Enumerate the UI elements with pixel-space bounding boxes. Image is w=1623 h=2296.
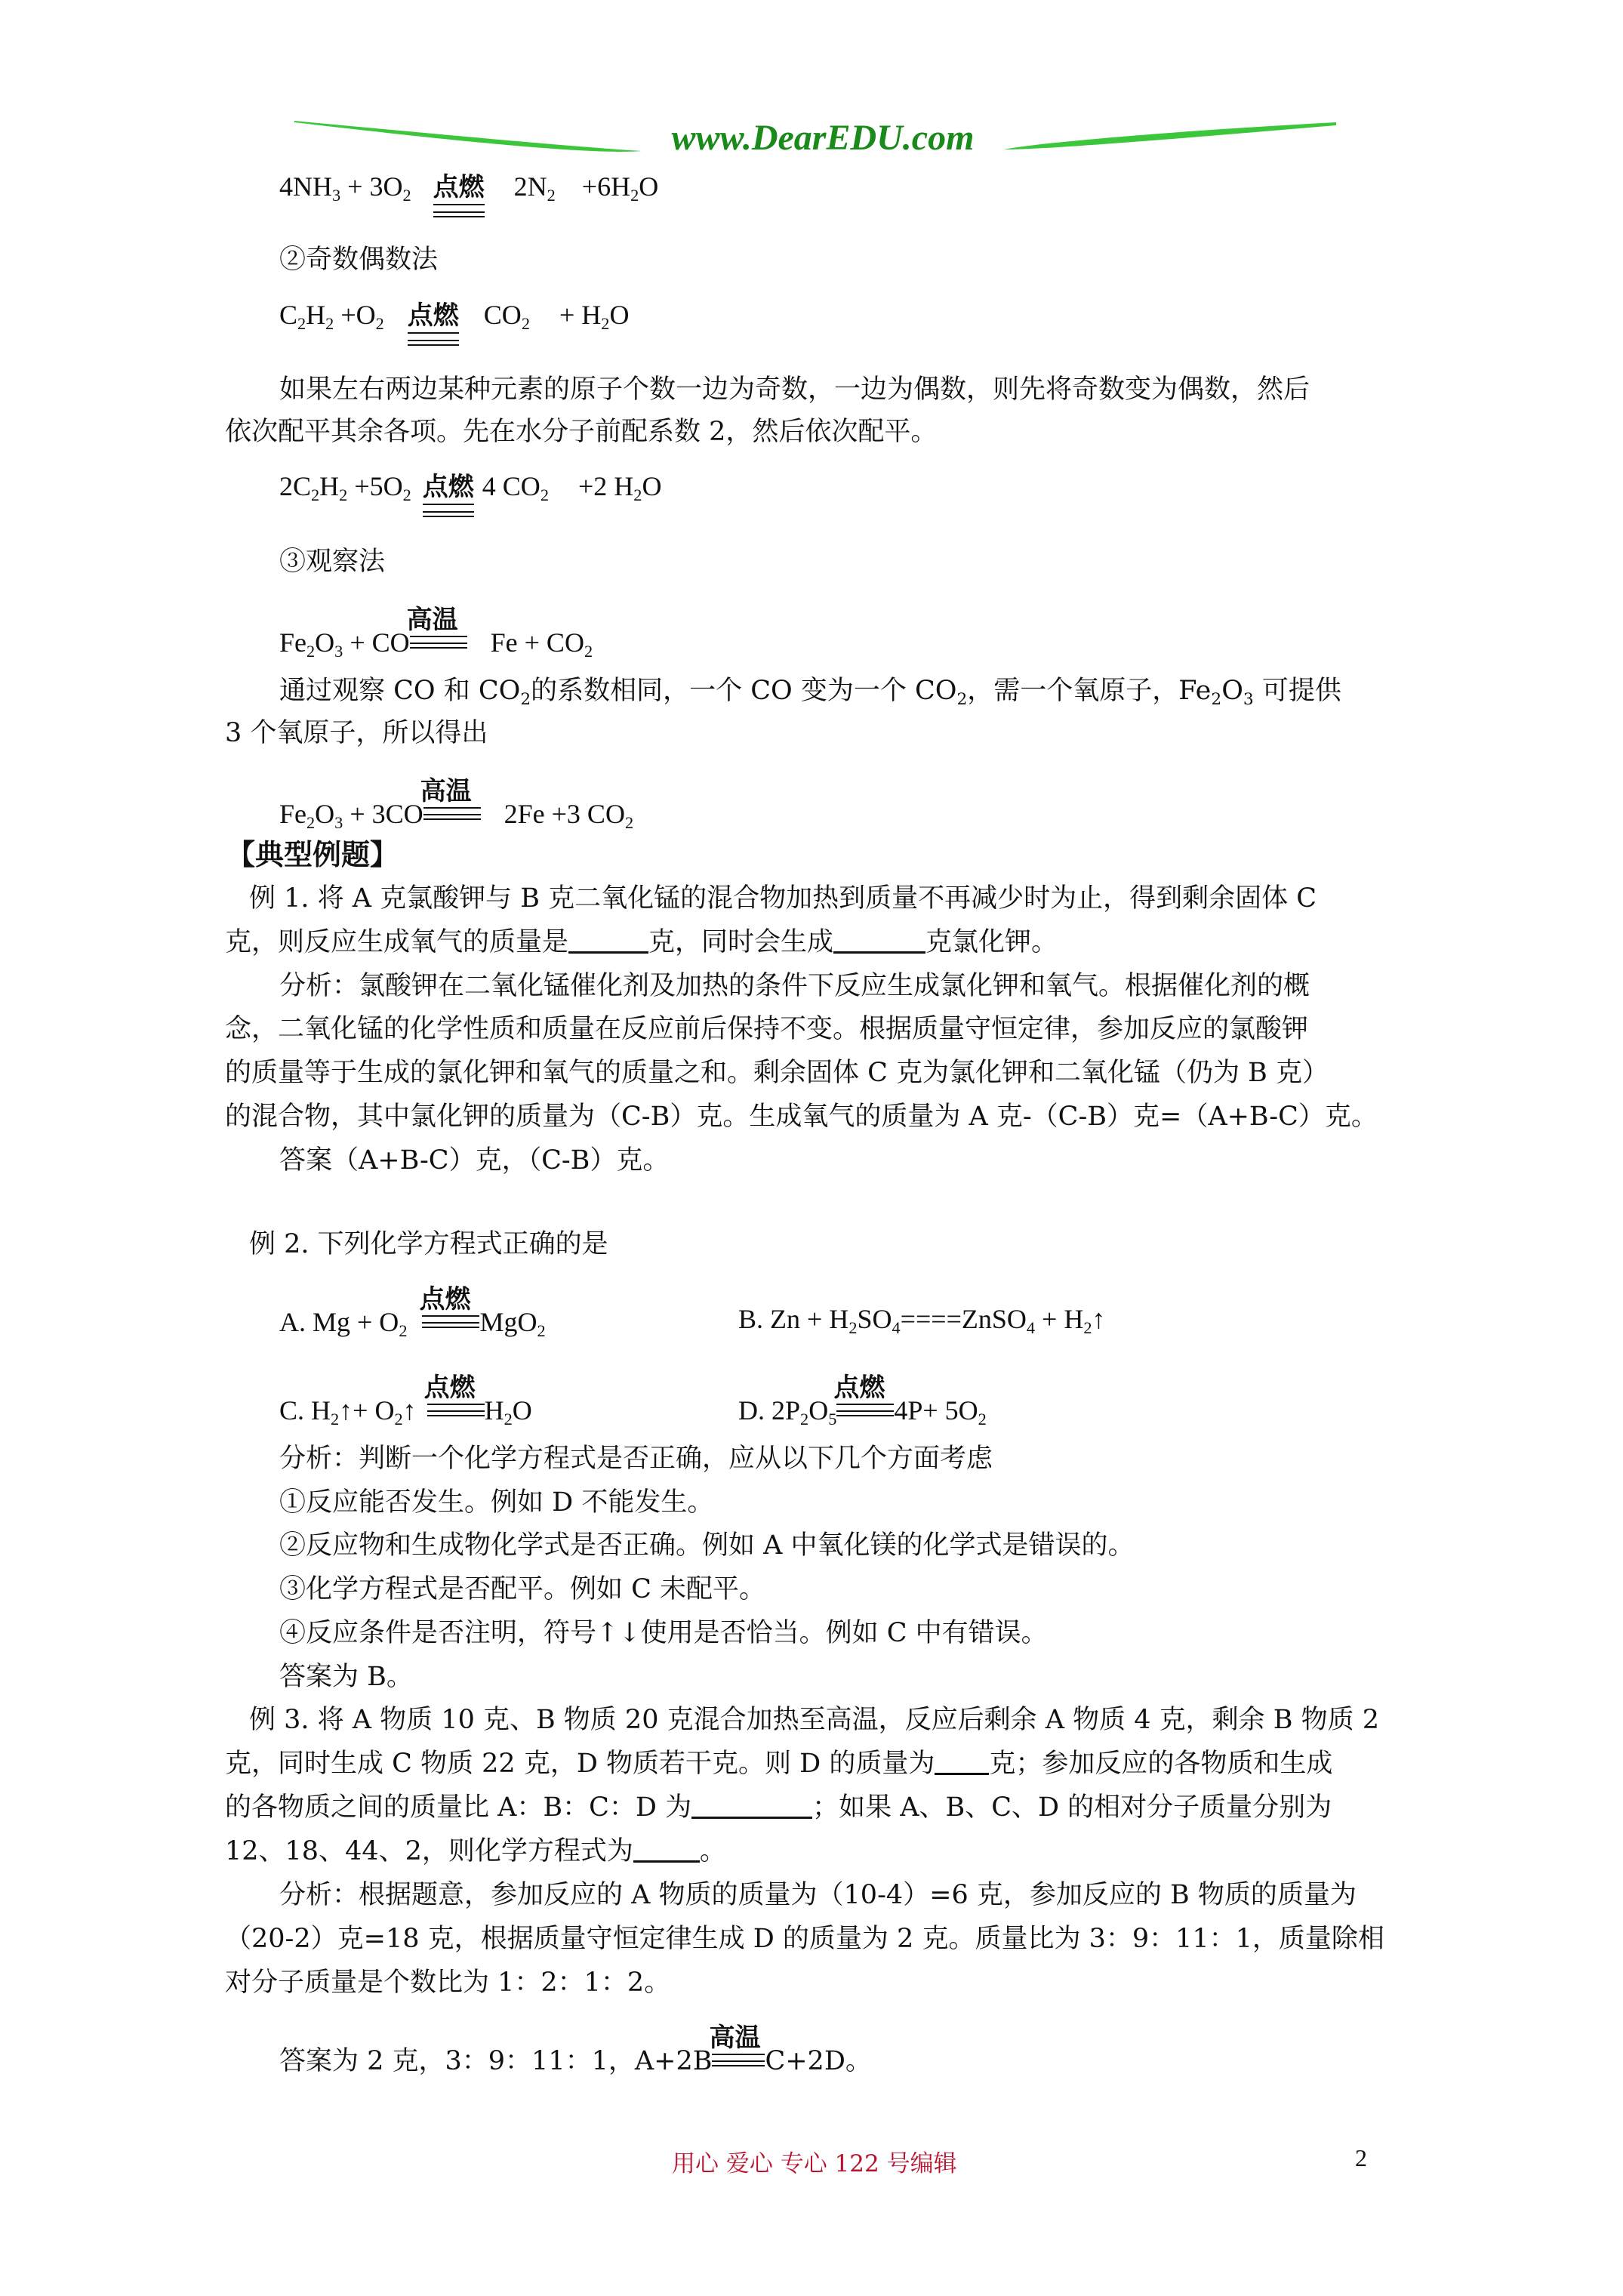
paragraph: 依次配平其余各项。先在水分子前配系数 2，然后依次配平。 [225, 417, 938, 447]
option-c: C. $H_2↑+$ $O_2↑$ 点燃 $H_2O$ [279, 1373, 532, 1429]
banner-right-swoosh [1004, 122, 1336, 149]
example-3-question: 克，同时生成 C 物质 22 克，D 物质若干克。则 D 的质量为 克；参加反应的各物质和生成 [225, 1749, 1333, 1779]
banner-text: www.DearEDU.com [671, 118, 975, 158]
example-3-answer: 答案为 2 克，3：9：11：1，A+2B 高温 C+2D。 [279, 2023, 872, 2076]
blank [691, 1794, 812, 1819]
condition-high-temp: 高温 [423, 794, 481, 824]
example-2-analysis: ④反应条件是否注明，符号↑↓使用是否恰当。例如 C 中有错误。 [279, 1618, 1048, 1648]
example-1-answer: 答案（A+B-C）克，（C-B）克。 [279, 1145, 670, 1176]
example-1-analysis: 分析：氯酸钾在二氧化锰催化剂及加热的条件下反应生成氯化钾和氧气。根据催化剂的概 [279, 971, 1310, 1001]
condition-ignite: 点燃 [433, 171, 485, 204]
example-3-question: 例 3. 将 A 物质 10 克、B 物质 20 克混合加热至高温，反应后剩余 A 物质 4 克，剩余 B 物质 2 [249, 1705, 1380, 1735]
condition-ignite: 点燃 [427, 1391, 485, 1421]
example-2-analysis: ③化学方程式是否配平。例如 C 未配平。 [279, 1574, 766, 1604]
paragraph: 通过观察 CO 和 $CO_2$的系数相同，一个 CO 变为一个 $CO_2$，需一个氧原子，$Fe_2O_3$ 可提供 [279, 676, 1341, 709]
section-title: 【典型例题】 [226, 837, 399, 871]
example-2-analysis: ①反应能否发生。例如 D 不能发生。 [279, 1487, 714, 1518]
banner-left-swoosh [294, 121, 642, 152]
equation-3: $2C_2H_2 +5O_2$ 点燃 4 $CO_2 +2$ $H_2O$ [279, 470, 661, 504]
option-a: A. $Mg + O_2$ 点燃 MgO$_2$ [279, 1284, 546, 1341]
condition-ignite: 点燃 [423, 470, 474, 504]
condition-ignite: 点燃 [422, 1302, 479, 1333]
equation-1: $4NH_3 + 3O_2$ 点燃 $2N_2 +6H_2O$ [279, 170, 658, 204]
example-3-analysis: （20-2）克=18 克，根据质量守恒定律生成 D 的质量为 2 克。质量比为 3：9：11：1，质量除相 [225, 1924, 1384, 1954]
blank [935, 1750, 989, 1775]
example-3-analysis: 分析：根据题意，参加反应的 A 物质的质量为（10-4）=6 克，参加反应的 B 物质的质量为 [279, 1880, 1357, 1910]
example-1-analysis: 念，二氧化锰的化学性质和质量在反应前后保持不变。根据质量守恒定律，参加反应的氯酸钾 [225, 1014, 1309, 1044]
example-1-question: 克，则反应生成氧气的质量是 克，同时会生成 克氯化钾。 [225, 927, 1058, 957]
example-2-question: 例 2. 下列化学方程式正确的是 [249, 1229, 608, 1259]
example-3-question: 的各物质之间的质量比 A：B：C：D 为 ；如果 A、B、C、D 的相对分子质量分别为 [225, 1792, 1332, 1823]
site-banner [287, 112, 1344, 165]
condition-ignite: 点燃 [836, 1391, 894, 1421]
example-3-question: 12、18、44、2，则化学方程式为 。 [225, 1836, 726, 1866]
equation-5: $Fe_2O_3 + 3CO$ 高温 2Fe +3 $CO_2$ [279, 776, 634, 833]
blank [833, 929, 925, 954]
condition-high-temp: 高温 [712, 2041, 765, 2071]
footer-text: 用心 爱心 专心 122 号编辑 [672, 2150, 957, 2177]
condition-high-temp: 高温 [410, 623, 467, 653]
blank [633, 1838, 700, 1863]
example-3-analysis: 对分子质量是个数比为 1：2：1：2。 [225, 1968, 671, 1998]
method-observation-title: ③观察法 [279, 547, 386, 577]
method-odd-even-title: ②奇数偶数法 [279, 245, 439, 275]
equation-4: $Fe_2O_3$ + CO 高温 $Fe + CO_2$ [279, 605, 593, 661]
option-b: B. $Zn + H_2SO_4====ZnSO_4$ + $H_2↑$ [738, 1304, 1106, 1338]
example-1-question: 例 1. 将 A 克氯酸钾与 B 克二氧化锰的混合物加热到质量不再减少时为止，得到剩余固体 C [249, 883, 1317, 914]
blank [568, 929, 648, 954]
example-1-analysis: 的质量等于生成的氯化钾和氧气的质量之和。剩余固体 C 克为氯化钾和二氧化锰（仍为 B 克） [225, 1058, 1329, 1088]
paragraph: 3 个氧原子，所以得出 [225, 718, 488, 748]
condition-ignite: 点燃 [408, 299, 459, 332]
example-2-answer: 答案为 B。 [279, 1662, 413, 1692]
option-d: D. $2P_2O_5$ 点燃 $4P+ 5O_2$ [738, 1373, 987, 1429]
example-2-analysis: ②反应物和生成物化学式是否正确。例如 A 中氧化镁的化学式是错误的。 [279, 1530, 1135, 1561]
equation-2: $C_2H_2 +O_2$ 点燃 $CO_2 + H_2O$ [279, 298, 629, 332]
example-1-analysis: 的混合物，其中氯化钾的质量为（C-B）克。生成氧气的质量为 A 克-（C-B）克=（A+B-C）克。 [225, 1102, 1378, 1132]
paragraph: 如果左右两边某种元素的原子个数一边为奇数，一边为偶数，则先将奇数变为偶数，然后 [279, 374, 1310, 405]
example-2-analysis: 分析：判断一个化学方程式是否正确，应从以下几个方面考虑 [279, 1444, 993, 1474]
page-number: 2 [1355, 2144, 1367, 2171]
